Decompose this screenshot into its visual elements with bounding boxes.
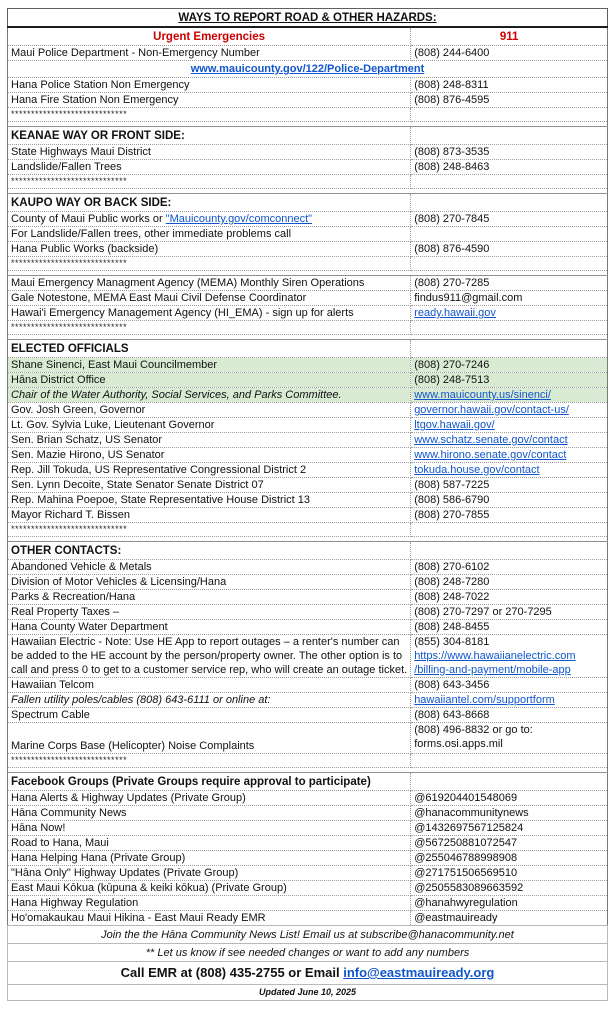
link[interactable]: tokuda.house.gov/contact <box>414 464 540 476</box>
link[interactable]: governor.hawaii.gov/contact-us/ <box>414 404 569 416</box>
table-row-stars <box>8 321 608 335</box>
row-label <box>8 523 411 537</box>
row-value <box>411 27 608 46</box>
row-label <box>8 723 411 754</box>
row-value <box>411 448 608 463</box>
row-value <box>411 306 608 321</box>
row-label <box>8 575 411 590</box>
text: ** Let us know if see needed changes or want to add any numbers <box>145 947 470 959</box>
row-value <box>411 881 608 896</box>
row-label <box>8 373 411 388</box>
row-value <box>411 46 608 61</box>
row-label <box>8 291 411 306</box>
text: (808) 270-7246 <box>414 359 490 371</box>
row-value <box>411 212 608 227</box>
text: Chair of the Water Authority, Social Services, and Parks Committee. <box>11 389 342 401</box>
row-value <box>411 433 608 448</box>
text: forms.osi.apps.mil <box>414 738 503 750</box>
table-row-stars <box>8 257 608 271</box>
text: Hana Helping Hana (Private Group) <box>11 852 186 864</box>
table-row-c <box>8 635 608 678</box>
row-label <box>8 46 411 61</box>
row-value <box>411 678 608 693</box>
text: (808) 248-7022 <box>414 591 490 603</box>
row-value <box>411 403 608 418</box>
row-value <box>411 242 608 257</box>
text: Lt. Gov. Sylvia Luke, Lieutenant Governor <box>11 419 215 431</box>
table-row-c <box>8 723 608 754</box>
table-row-c <box>8 403 608 418</box>
text: ***************************** <box>11 755 128 765</box>
row-label <box>8 175 411 189</box>
row-value <box>411 160 608 175</box>
text: "Hāna Only" Highway Updates (Private Group) <box>11 867 239 879</box>
row-value <box>411 620 608 635</box>
table-row-c <box>8 78 608 93</box>
table-row-c <box>8 620 608 635</box>
text: For Landslide/Fallen trees, other immediate problems call <box>11 228 292 240</box>
row-label <box>8 560 411 575</box>
row-value <box>411 276 608 291</box>
table-row-c <box>8 145 608 160</box>
row-label <box>8 388 411 403</box>
text: ***************************** <box>11 258 128 268</box>
text: Gov. Josh Green, Governor <box>11 404 146 416</box>
text: Call EMR at (808) 435-2755 or Email <box>120 965 344 980</box>
full-width-cell <box>8 61 608 78</box>
row-value <box>411 145 608 160</box>
link[interactable]: https://www.hawaiianelectric.com <box>414 650 576 662</box>
text: KAUPO WAY OR BACK SIDE: <box>11 197 172 209</box>
row-label <box>8 127 411 145</box>
text: Real Property Taxes – <box>11 606 120 618</box>
table-row-footer <box>8 926 608 944</box>
table-row-centerlink <box>8 61 608 78</box>
row-value <box>411 836 608 851</box>
text: Hāna Now! <box>11 822 66 834</box>
row-value <box>411 911 608 926</box>
row-label <box>8 403 411 418</box>
row-value <box>411 418 608 433</box>
row-label <box>8 635 411 678</box>
table-row-c <box>8 212 608 227</box>
row-value <box>411 806 608 821</box>
table-row-c <box>8 896 608 911</box>
row-label <box>8 881 411 896</box>
row-label <box>8 542 411 560</box>
link[interactable]: www.hirono.senate.gov/contact <box>414 449 567 461</box>
row-label <box>8 212 411 227</box>
table-row-c <box>8 851 608 866</box>
text: @619204401548069 <box>414 792 518 804</box>
row-value <box>411 791 608 806</box>
text: Sen. Mazie Hirono, US Senator <box>11 449 165 461</box>
text: (808) 248-7280 <box>414 576 490 588</box>
text: (808) 587-7225 <box>414 479 490 491</box>
row-label <box>8 418 411 433</box>
text: Join the the Hāna Community News List! Email us at subscribe@hanacommunity.net <box>101 929 514 941</box>
text: @567250881072547 <box>414 837 518 849</box>
full-width-cell <box>8 944 608 962</box>
row-label <box>8 791 411 806</box>
table-row-c <box>8 433 608 448</box>
text: (855) 304-8181 <box>414 636 490 648</box>
text: Hana Public Works (backside) <box>11 243 159 255</box>
text: East Maui Kōkua (kūpuna & keiki kōkua) (Private Group) <box>11 882 287 894</box>
text: @eastmauiready <box>414 912 498 924</box>
table-row-c <box>8 242 608 257</box>
table-row-c <box>8 508 608 523</box>
row-value <box>411 388 608 403</box>
text: Maui Emergency Managment Agency (MEMA) Monthly Siren Operations <box>11 277 365 289</box>
row-value <box>411 605 608 620</box>
table-row-c <box>8 463 608 478</box>
table-row-c <box>8 46 608 61</box>
link[interactable]: "Mauicounty.gov/comconnect" <box>165 213 313 225</box>
row-value <box>411 257 608 271</box>
table-row-c <box>8 605 608 620</box>
table-row-c <box>8 93 608 108</box>
text: Spectrum Cable <box>11 709 90 721</box>
table-row-c <box>8 160 608 175</box>
row-value <box>411 590 608 605</box>
row-label <box>8 478 411 493</box>
table-row-footer <box>8 962 608 985</box>
row-value <box>411 896 608 911</box>
text: Division of Motor Vehicles & Licensing/Hana <box>11 576 227 588</box>
text: ***************************** <box>11 109 128 119</box>
row-value <box>411 866 608 881</box>
row-value <box>411 78 608 93</box>
table-row-c <box>8 590 608 605</box>
row-value <box>411 175 608 189</box>
row-label <box>8 340 411 358</box>
table-row-stars <box>8 175 608 189</box>
table-row-c <box>8 493 608 508</box>
row-value <box>411 358 608 373</box>
row-label <box>8 896 411 911</box>
text: (808) 248-8455 <box>414 621 490 633</box>
text: (808) 876-4595 <box>414 94 490 106</box>
text: 911 <box>499 31 519 43</box>
text: ELECTED OFFICIALS <box>11 343 129 355</box>
text: (808) 643-3456 <box>414 679 490 691</box>
text: Rep. Jill Tokuda, US Representative Congressional District 2 <box>11 464 307 476</box>
row-label <box>8 708 411 723</box>
table-row-stars <box>8 754 608 768</box>
row-value <box>411 463 608 478</box>
table-row-sec <box>8 773 608 791</box>
text: Hawai'i Emergency Management Agency (HI_EMA) - sign up for alerts <box>11 307 354 319</box>
row-label <box>8 227 411 242</box>
full-width-cell <box>8 9 608 28</box>
text: Hana Police Station Non Emergency <box>11 79 190 91</box>
text: (808) 248-8463 <box>414 161 490 173</box>
row-label <box>8 605 411 620</box>
table-row-c <box>8 227 608 242</box>
row-value <box>411 493 608 508</box>
text: Shane Sinenci, East Maui Councilmember <box>11 359 218 371</box>
text: @271751506569510 <box>414 867 518 879</box>
table-row-c <box>8 708 608 723</box>
table-row-c <box>8 693 608 708</box>
row-label <box>8 851 411 866</box>
full-width-cell <box>8 926 608 944</box>
table-row-c <box>8 478 608 493</box>
text: Hawaiian Electric - Note: Use HE App to report outages – a renter's number can be added to the HE account by the person/property owner. The other option is to call and press 0 to get to a customer service rep, who will create an outage ticket. <box>11 636 408 676</box>
table-row-c <box>8 881 608 896</box>
row-label <box>8 590 411 605</box>
text: Parks & Recreation/Hana <box>11 591 136 603</box>
table-row-c <box>8 373 608 388</box>
text: @1432697567125824 <box>414 822 524 834</box>
row-value <box>411 340 608 358</box>
text: Sen. Lynn Decoite, State Senator Senate District 07 <box>11 479 264 491</box>
row-label <box>8 145 411 160</box>
table-row-c <box>8 388 608 403</box>
text: State Highways Maui District <box>11 146 151 158</box>
text: (808) 244-6400 <box>414 47 490 59</box>
text: (808) 496-8832 or go to: <box>414 724 533 736</box>
table-row-c <box>8 358 608 373</box>
table-row-c <box>8 560 608 575</box>
text: Rep. Mahina Poepoe, State Representative House District 13 <box>11 494 310 506</box>
row-label <box>8 160 411 175</box>
text: @hanahwyregulation <box>414 897 518 909</box>
row-label <box>8 242 411 257</box>
table-row-footer <box>8 944 608 962</box>
text: Urgent Emergencies <box>153 31 266 43</box>
table-row-footer <box>8 985 608 1001</box>
row-value <box>411 523 608 537</box>
row-label <box>8 78 411 93</box>
table-row-sec <box>8 340 608 358</box>
text: @2505583089663592 <box>414 882 524 894</box>
row-value <box>411 575 608 590</box>
table-row-c <box>8 276 608 291</box>
text: ***************************** <box>11 524 128 534</box>
table-row-c <box>8 806 608 821</box>
row-label <box>8 194 411 212</box>
row-value <box>411 291 608 306</box>
link[interactable]: hawaiiantel.com/supportform <box>414 694 555 706</box>
row-label <box>8 93 411 108</box>
row-value <box>411 373 608 388</box>
text: (808) 270-7855 <box>414 509 490 521</box>
table-row-sec <box>8 194 608 212</box>
text: Updated June 10, 2025 <box>258 987 357 997</box>
row-label <box>8 276 411 291</box>
table-row-c <box>8 418 608 433</box>
table-row-c <box>8 678 608 693</box>
row-label <box>8 806 411 821</box>
text: Hāna District Office <box>11 374 106 386</box>
link[interactable]: info@eastmauiready.org <box>343 965 495 980</box>
full-width-cell <box>8 962 608 985</box>
row-value <box>411 560 608 575</box>
text: (808) 876-4590 <box>414 243 490 255</box>
table-row-c <box>8 866 608 881</box>
row-label <box>8 306 411 321</box>
text: (808) 873-3535 <box>414 146 490 158</box>
link[interactable]: ready.hawaii.gov <box>414 307 496 319</box>
text: (808) 643-8668 <box>414 709 490 721</box>
text: Fallen utility poles/cables (808) 643-6111 or online at: <box>11 694 271 706</box>
row-value <box>411 635 608 678</box>
row-value <box>411 754 608 768</box>
row-label <box>8 433 411 448</box>
text: Hawaiian Telcom <box>11 679 94 691</box>
row-value <box>411 108 608 122</box>
link[interactable]: www.mauicounty.us/sinenci/ <box>414 389 551 401</box>
contacts-table-body <box>8 9 608 1001</box>
text: findus911@gmail.com <box>414 292 523 304</box>
table-row-stars <box>8 108 608 122</box>
table-row-c <box>8 291 608 306</box>
row-label <box>8 866 411 881</box>
text: Hāna Community News <box>11 807 127 819</box>
link[interactable]: www.schatz.senate.gov/contact <box>414 434 568 446</box>
text: (808) 248-8311 <box>414 79 489 91</box>
text: Hana County Water Department <box>11 621 168 633</box>
row-value <box>411 321 608 335</box>
text: Maui Police Department - Non-Emergency Number <box>11 47 260 59</box>
row-value <box>411 194 608 212</box>
row-label <box>8 620 411 635</box>
table-row-urgent <box>8 27 608 46</box>
row-label <box>8 321 411 335</box>
row-label <box>8 257 411 271</box>
row-value <box>411 508 608 523</box>
table-row-sec <box>8 127 608 145</box>
text: (808) 586-6790 <box>414 494 490 506</box>
table-row-c <box>8 306 608 321</box>
row-value <box>411 478 608 493</box>
text: OTHER CONTACTS: <box>11 545 122 557</box>
text: (808) 270-7285 <box>414 277 490 289</box>
text: (808) 270-6102 <box>414 561 490 573</box>
row-label <box>8 27 411 46</box>
row-value <box>411 127 608 145</box>
link[interactable]: ltgov.hawaii.gov/ <box>414 419 495 431</box>
text: Hana Fire Station Non Emergency <box>11 94 179 106</box>
text: (808) 270-7297 or 270-7295 <box>414 606 552 618</box>
row-label <box>8 358 411 373</box>
row-value <box>411 93 608 108</box>
text: Facebook Groups (Private Groups require approval to participate) <box>11 776 371 788</box>
text: Landslide/Fallen Trees <box>11 161 122 173</box>
text: Marine Corps Base (Helicopter) Noise Complaints <box>11 740 255 752</box>
text: Ho'omakaukau Maui Hikina - East Maui Ready EMR <box>11 912 266 924</box>
row-label <box>8 836 411 851</box>
text: ***************************** <box>11 322 128 332</box>
row-label <box>8 911 411 926</box>
row-value <box>411 821 608 836</box>
row-label <box>8 773 411 791</box>
row-label <box>8 493 411 508</box>
row-value <box>411 773 608 791</box>
text: Hana Highway Regulation <box>11 897 139 909</box>
text: @hanacommunitynews <box>414 807 529 819</box>
row-label <box>8 754 411 768</box>
text: County of Maui Public works or <box>11 213 166 225</box>
text: (808) 248-7513 <box>414 374 490 386</box>
row-value <box>411 851 608 866</box>
table-row-c <box>8 575 608 590</box>
row-label <box>8 108 411 122</box>
text: KEANAE WAY OR FRONT SIDE: <box>11 130 185 142</box>
row-value <box>411 542 608 560</box>
link[interactable]: /billing-and-payment/mobile-app <box>414 664 571 676</box>
table-row-c <box>8 448 608 463</box>
row-label <box>8 678 411 693</box>
link[interactable]: www.mauicounty.gov/122/Police-Department <box>190 63 425 75</box>
row-value <box>411 723 608 754</box>
row-value <box>411 708 608 723</box>
row-label <box>8 463 411 478</box>
table-row-stars <box>8 523 608 537</box>
table-row-c <box>8 821 608 836</box>
contacts-table <box>7 8 608 1001</box>
text: @255046788998908 <box>414 852 518 864</box>
table-row-c <box>8 791 608 806</box>
row-label <box>8 821 411 836</box>
text: Sen. Brian Schatz, US Senator <box>11 434 163 446</box>
text: Hana Alerts & Highway Updates (Private Group) <box>11 792 246 804</box>
text: WAYS TO REPORT ROAD & OTHER HAZARDS: <box>178 12 437 24</box>
text: (808) 270-7845 <box>414 213 490 225</box>
row-label <box>8 508 411 523</box>
row-value <box>411 227 608 242</box>
text: Gale Notestone, MEMA East Maui Civil Defense Coordinator <box>11 292 307 304</box>
row-label <box>8 448 411 463</box>
table-row-c <box>8 836 608 851</box>
table-row-sec <box>8 542 608 560</box>
row-label <box>8 693 411 708</box>
row-value <box>411 693 608 708</box>
table-row-c <box>8 911 608 926</box>
full-width-cell <box>8 985 608 1001</box>
table-row-title <box>8 9 608 28</box>
text: Mayor Richard T. Bissen <box>11 509 131 521</box>
text: Road to Hana, Maui <box>11 837 109 849</box>
text: ***************************** <box>11 176 128 186</box>
text: Abandoned Vehicle & Metals <box>11 561 152 573</box>
